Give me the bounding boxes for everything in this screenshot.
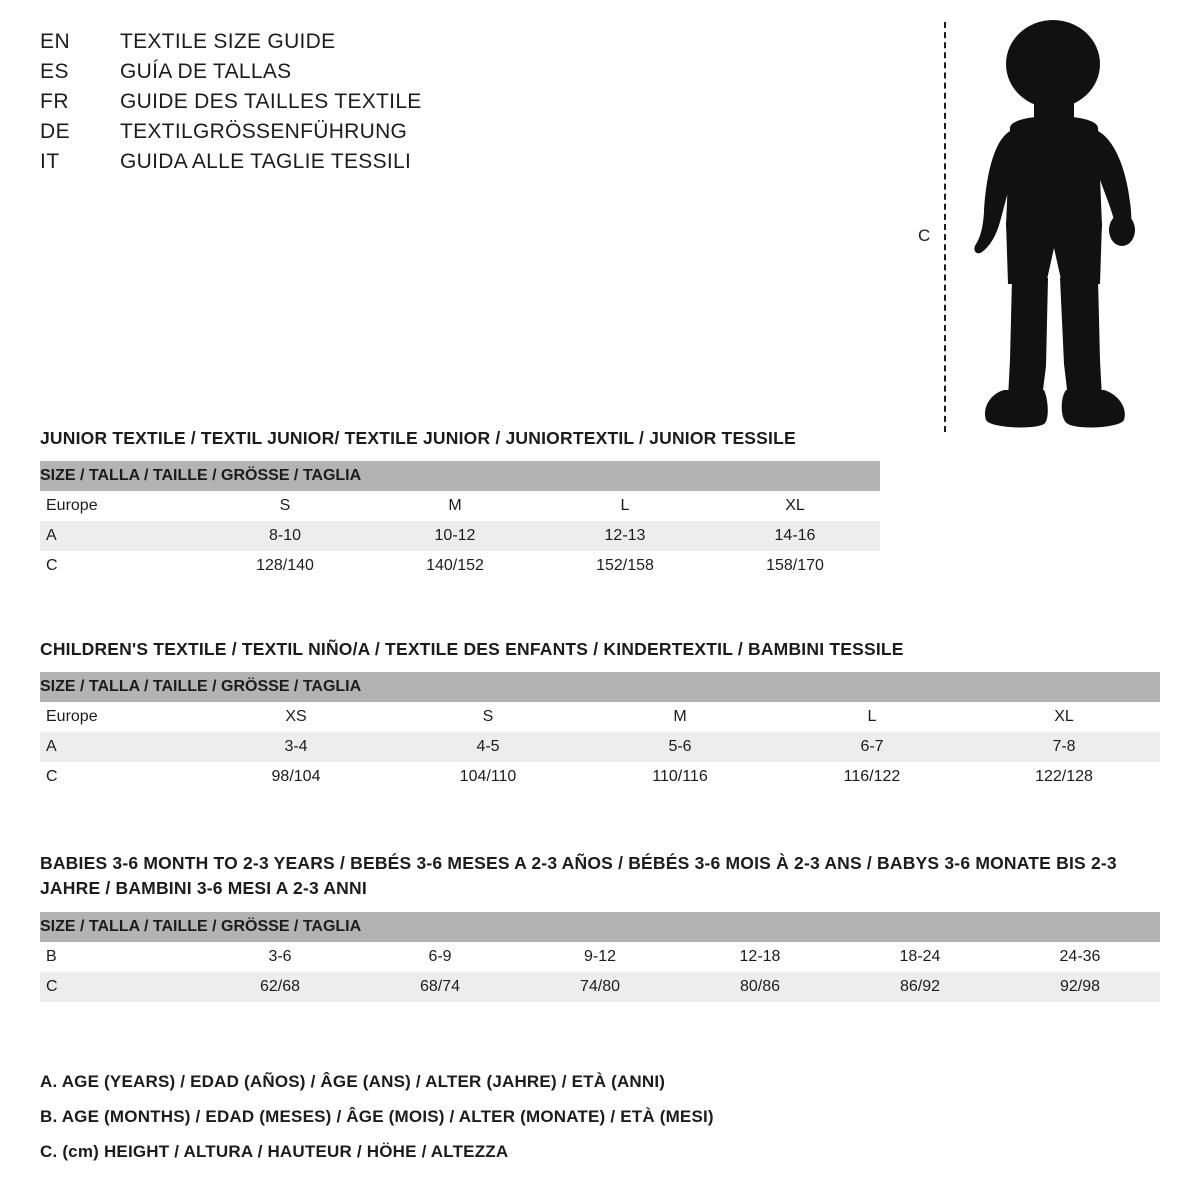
section-title-babies: BABIES 3-6 MONTH TO 2-3 YEARS / BEBÉS 3-6 MESES A 2-3 AÑOS / BÉBÉS 3-6 MOIS À 2-3 ANS / BABYS 3-6 MONATE BIS 2-3 JAHRE / BAMBINI 3-6 MESI A 2-3 ANNI [40, 853, 1117, 899]
cell-value: 3-4 [200, 732, 392, 762]
cell-value: XS [200, 702, 392, 732]
cell-value: XL [968, 702, 1160, 732]
cell-value: 3-6 [200, 942, 360, 972]
table-banner-label: SIZE / TALLA / TAILLE / GRÖSSE / TAGLIA [40, 912, 1160, 942]
cell-value: 86/92 [840, 972, 1000, 1002]
row-label: Europe [40, 491, 200, 521]
cell-value: 14-16 [710, 521, 880, 551]
measure-label-c: C [918, 226, 931, 245]
table-row [40, 972, 1160, 1002]
section-title-junior: JUNIOR TEXTILE / TEXTIL JUNIOR/ TEXTILE JUNIOR / JUNIORTEXTIL / JUNIOR TESSILE [40, 428, 796, 448]
cell-value: M [370, 491, 540, 521]
header-row-es [40, 60, 740, 90]
cell-value: L [776, 702, 968, 732]
header-title-it: GUIDA ALLE TAGLIE TESSILI [120, 150, 412, 173]
cell-value: S [392, 702, 584, 732]
cell-value: 12-13 [540, 521, 710, 551]
language-code-fr: FR [40, 90, 69, 113]
table-banner-label: SIZE / TALLA / TAILLE / GRÖSSE / TAGLIA [40, 672, 1160, 702]
header [40, 30, 740, 180]
cell-value: 7-8 [968, 732, 1160, 762]
cell-value: 98/104 [200, 762, 392, 792]
cell-value: 68/74 [360, 972, 520, 1002]
table-row [40, 521, 880, 551]
cell-value: 18-24 [840, 942, 1000, 972]
cell-value: L [540, 491, 710, 521]
footnote-c: C. (cm) HEIGHT / ALTURA / HAUTEUR / HÖHE / ALTEZZA [40, 1141, 509, 1161]
header-row-fr [40, 90, 740, 120]
table-row [40, 702, 1160, 732]
row-label: A [40, 521, 200, 551]
cell-value: 80/86 [680, 972, 840, 1002]
row-label: C [40, 762, 200, 792]
section-childrens-textile [40, 637, 1160, 792]
cell-value: 6-7 [776, 732, 968, 762]
language-code-es: ES [40, 60, 70, 83]
cell-value: 158/170 [710, 551, 880, 581]
cell-value: 122/128 [968, 762, 1160, 792]
table-row [40, 732, 1160, 762]
language-code-de: DE [40, 120, 71, 143]
table-row [40, 491, 880, 521]
table-banner-row [40, 912, 1160, 942]
cell-value: 10-12 [370, 521, 540, 551]
cell-value: M [584, 702, 776, 732]
cell-value: 4-5 [392, 732, 584, 762]
header-title-es: GUÍA DE TALLAS [120, 60, 292, 83]
row-label: C [40, 972, 200, 1002]
table-row [40, 942, 1160, 972]
size-table-babies [40, 912, 1160, 1002]
cell-value: S [200, 491, 370, 521]
size-table-children [40, 672, 1160, 792]
header-title-en: TEXTILE SIZE GUIDE [120, 30, 336, 53]
header-row-en [40, 30, 740, 60]
footnotes [40, 1065, 1040, 1170]
cell-value: 5-6 [584, 732, 776, 762]
size-table-junior [40, 461, 880, 581]
measure-dashed-line [944, 22, 946, 432]
header-row-it [40, 150, 740, 180]
height-measure-figure [900, 8, 1180, 438]
cell-value: 6-9 [360, 942, 520, 972]
cell-value: 8-10 [200, 521, 370, 551]
cell-value: 92/98 [1000, 972, 1160, 1002]
language-code-en: EN [40, 30, 71, 53]
cell-value: 128/140 [200, 551, 370, 581]
header-row-de [40, 120, 740, 150]
cell-value: 140/152 [370, 551, 540, 581]
cell-value: 24-36 [1000, 942, 1160, 972]
row-label: A [40, 732, 200, 762]
header-title-de: TEXTILGRÖSSENFÜHRUNG [120, 120, 408, 143]
section-junior-textile [40, 426, 1160, 581]
toddler-silhouette-icon [950, 16, 1160, 436]
table-row [40, 762, 1160, 792]
row-label: C [40, 551, 200, 581]
cell-value: 12-18 [680, 942, 840, 972]
row-label: Europe [40, 702, 200, 732]
footnote-b: B. AGE (MONTHS) / EDAD (MESES) / ÂGE (MOIS) / ALTER (MONATE) / ETÀ (MESI) [40, 1106, 714, 1126]
row-label: B [40, 942, 200, 972]
cell-value: 62/68 [200, 972, 360, 1002]
cell-value: 110/116 [584, 762, 776, 792]
cell-value: 9-12 [520, 942, 680, 972]
cell-value: 104/110 [392, 762, 584, 792]
header-title-fr: GUIDE DES TAILLES TEXTILE [120, 90, 422, 113]
cell-value: 74/80 [520, 972, 680, 1002]
cell-value: XL [710, 491, 880, 521]
language-code-it: IT [40, 150, 60, 173]
cell-value: 152/158 [540, 551, 710, 581]
footnote-a: A. AGE (YEARS) / EDAD (AÑOS) / ÂGE (ANS) / ALTER (JAHRE) / ETÀ (ANNI) [40, 1072, 666, 1091]
section-babies-textile [40, 851, 1160, 1002]
table-banner-label: SIZE / TALLA / TAILLE / GRÖSSE / TAGLIA [40, 461, 880, 491]
section-title-children: CHILDREN'S TEXTILE / TEXTIL NIÑO/A / TEXTILE DES ENFANTS / KINDERTEXTIL / BAMBINI TESSILE [40, 639, 904, 659]
table-banner-row [40, 672, 1160, 702]
table-banner-row [40, 461, 880, 491]
cell-value: 116/122 [776, 762, 968, 792]
table-row [40, 551, 880, 581]
